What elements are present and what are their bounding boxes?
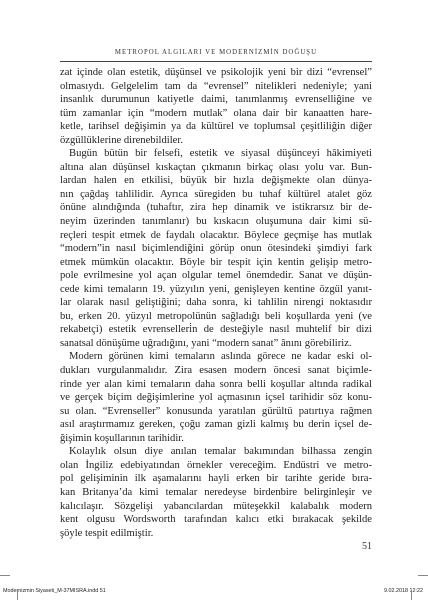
text-line: su olan. “Evrenseller” konusunda yaratılan gürültü patırtıya rağmen	[60, 405, 372, 417]
text-line: olmasıydı. Gelgelelim tam da “evrensel” nitelikleri nedeniyle; yani	[60, 80, 372, 92]
text-line: Modern görünen kimi temaların aslında görece ne kadar eski ol-	[69, 351, 372, 363]
text-line: pol gelişiminin ilk aşamalarını hayli erken bir tarihte geride bıra-	[60, 473, 372, 485]
text-line: zat içinde olan estetik, düşünsel ve psikolojik yeni bir dizi “evrensel”	[60, 67, 372, 78]
text-line: dukları vurgulanmalıdır. Zira esasen modern öncesi sanat biçimle-	[60, 365, 372, 377]
text-line: özgüllüklerine direnebildiler.	[60, 134, 183, 146]
text-line: “modern”in nasıl biçimlendiğini görüp onun ötesindeki şimdiyi fark	[60, 243, 372, 255]
text-line: şöyle tespit edilmiştir.	[60, 527, 154, 539]
print-slug-date: 9.02.2018 12:22	[384, 588, 423, 594]
text-line: ve gerçek biçim değişimlerine yol açmasının içsel tarihidir söz konu-	[60, 392, 372, 404]
text-line: ketle, tarihsel değişimin ya da kültürel ve toplumsal çeşitliliğin diğer	[60, 121, 372, 133]
text-line: tüm zamanlar için “modern mutlak” olana dair bir kanaatten hare-	[60, 107, 372, 119]
text-line: rinde yer alan kimi temaların daha sonra belli koşullar altında radikal	[60, 378, 372, 390]
text-line: reçleri tespit etmek de faydalı olacaktır. Böylece geçmişe has mutlak	[60, 229, 372, 241]
text-line: cede kimi temaların 19. yüzyılın yeni, genişleyen kentine özgül yanıt-	[60, 283, 372, 295]
text-line: etmek mümkün olacaktır. Böyle bir tespit için kentin gelişip metro-	[60, 256, 372, 268]
page-number: 51	[362, 541, 372, 552]
text-line: kalıcılaşır. Sözgelişi yabancılardan müteşekkil kalabalık modern	[60, 500, 372, 512]
text-line: kent olgusu Wordsworth tarafından kalıcı etki bırakacak şekilde	[60, 514, 372, 526]
text-line: Kolaylık olsun diye anılan temalar bakımından bilhassa zengin	[69, 446, 372, 458]
text-line: kan Britanya’da kimi temalar neredeyse birdenbire belirginleşir ve	[60, 486, 372, 498]
text-line: nın çağdaş tahlilidir. Ayrıca süregiden bu tuhaf kültürel atalet göz	[60, 188, 372, 200]
text-line: önüne alındığında (tuhaftır, zira hep dinamik ve istikrarsız bir de-	[60, 202, 372, 214]
crop-mark	[17, 590, 18, 600]
text-line: bu, erken 20. yüzyıl metropolünün sağladığı beli koşullarda yeni (ve	[60, 310, 372, 322]
text-line: sanatsal dönüşüme uğradığını, yani “modern sanat” ânını görebiliriz.	[60, 337, 352, 349]
text-line: lardan halen en etkilisi, büyük bir hızla değişmekte olan dünya-	[60, 175, 372, 187]
text-line: insanlık durumunun katiyetle daimi, tanımlanmış evrenselliğine ve	[60, 94, 372, 106]
text-line: rekabetçi) estetik evrenselleri̇n de desteğiyle nasıl muhtelif bir dizi	[60, 324, 372, 336]
header-rule	[60, 61, 372, 62]
text-line: neyim üzerinden tanımlanır) bu kıskacın oluşumuna dair kimi sü-	[60, 216, 372, 228]
text-line: asıl araştırmamız gereken, çoğu zaman gizli kalmış bu derin içsel de-	[60, 419, 372, 431]
running-header: METROPOL ALGILARI VE MODERNİZMİN DOĞUŞU	[114, 49, 318, 56]
print-slug-file: Modernizmin Siyaseti_M-37MISRA.indd 51	[3, 588, 106, 594]
text-line: altına alan düşünsel kıskaçtan çıkmanın birkaç olası yolu var. Bun-	[60, 161, 372, 173]
crop-mark	[0, 575, 10, 576]
text-line: olan İngiliz edebiyatından örnekler vereceğim. Endüstri ve metro-	[60, 459, 372, 471]
text-line: pole evrilmesine yol açan olgular temel önemdedir. Sanat ve düşün-	[60, 270, 372, 282]
text-line: ğişimin koşullarının tarihidir.	[60, 432, 184, 444]
crop-mark	[411, 590, 412, 600]
text-line: Bugün bütün bir felsefi, estetik ve siyasal düşünceyi hâkimiyeti	[69, 148, 372, 160]
text-line: lar olarak nasıl geliştiğini; daha sonra, ki tahlilin nirengi noktasıdır	[60, 297, 372, 309]
body-text	[60, 66, 372, 540]
crop-mark	[418, 575, 428, 576]
